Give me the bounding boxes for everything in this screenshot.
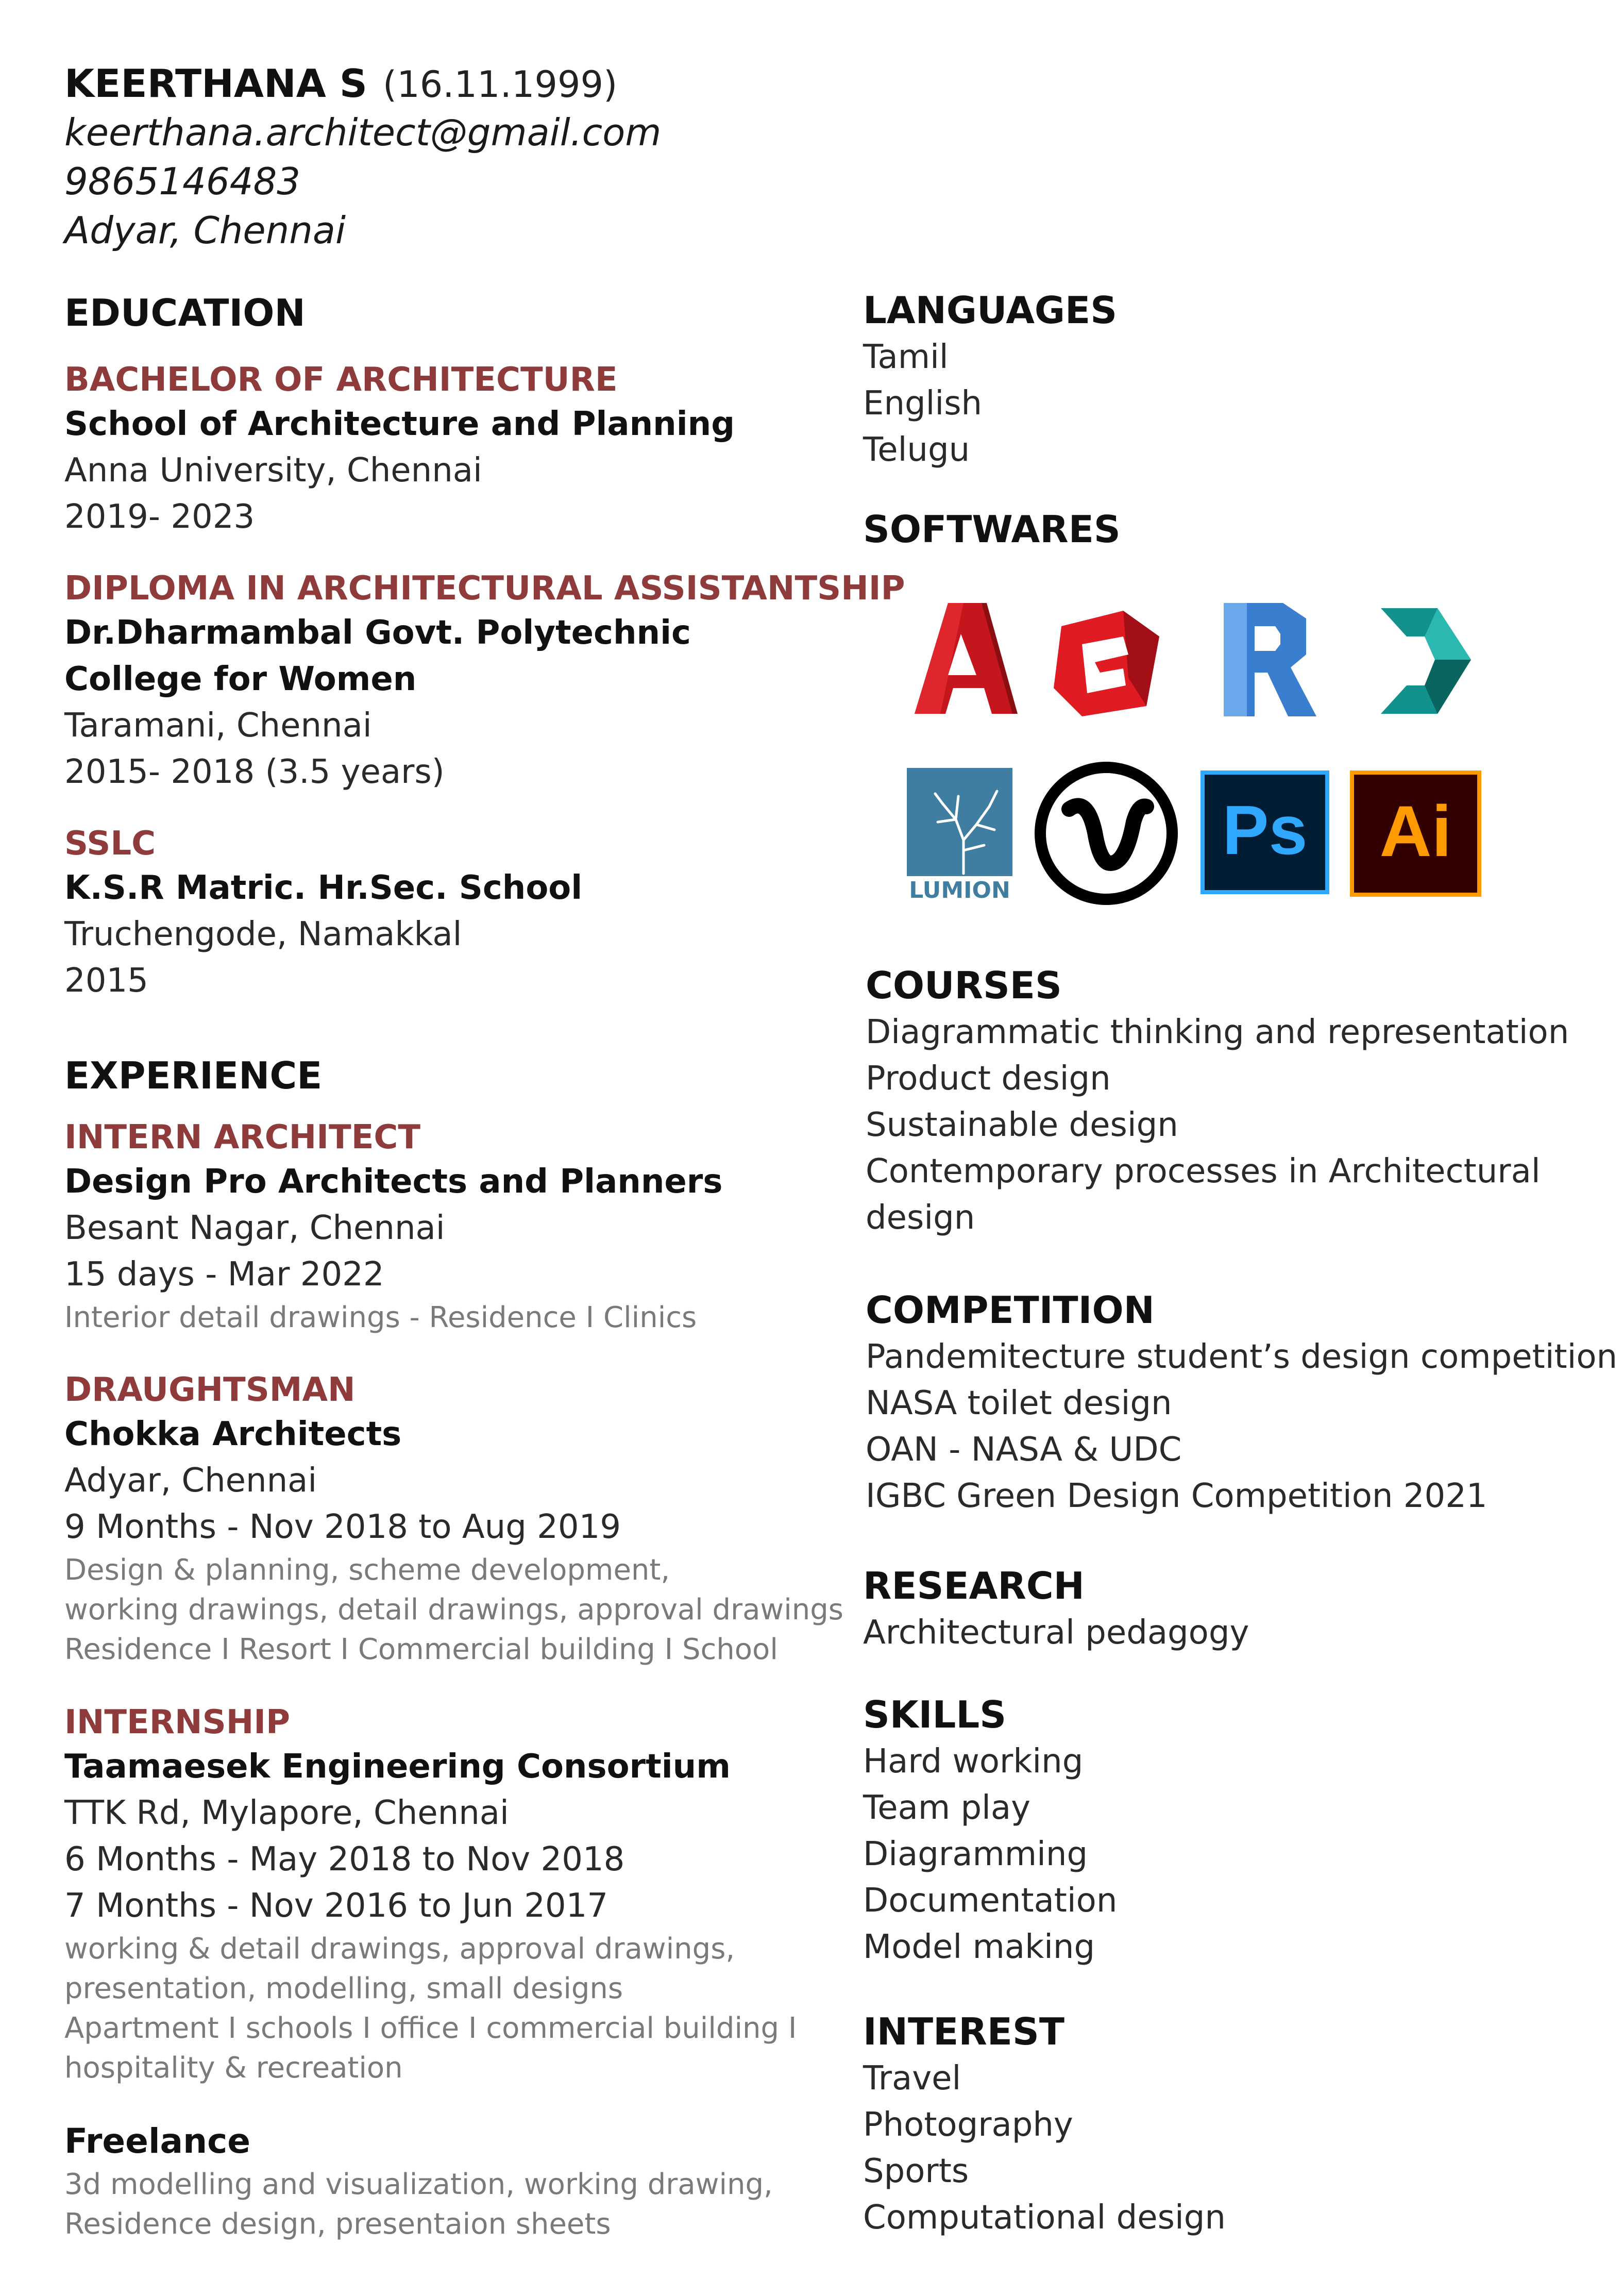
experience-heading: EXPERIENCE	[64, 1054, 323, 1097]
language-item: Tamil	[863, 338, 949, 376]
institution-place: Anna University, Chennai	[64, 451, 482, 490]
lumion-logo-text: LUMION	[909, 877, 1010, 903]
skills-section	[863, 1693, 1117, 1970]
photoshop-logo-icon	[1201, 770, 1329, 894]
skill-item: Hard working	[863, 1742, 1084, 1781]
course-item: Sustainable design	[866, 1106, 1178, 1144]
research-item: Architectural pedagogy	[863, 1614, 1249, 1652]
experience-item	[64, 1118, 722, 1337]
institution-place: Taramani, Chennai	[64, 707, 372, 745]
job-details: Interior detail drawings - Residence I Clinics	[64, 1301, 697, 1334]
job-role: INTERNSHIP	[64, 1703, 290, 1741]
job-details: Residence I Resort I Commercial building I School	[64, 1633, 778, 1666]
candidate-name: KEERTHANA S	[64, 61, 367, 106]
degree-title: DIPLOMA IN ARCHITECTURAL ASSISTANTSHIP	[64, 569, 905, 608]
illustrator-logo-text: Ai	[1379, 791, 1452, 872]
institution: Dr.Dharmambal Govt. Polytechnic	[64, 614, 691, 652]
job-details: presentation, modelling, small designs	[64, 1972, 623, 2005]
job-duration: 9 Months - Nov 2018 to Aug 2019	[64, 1508, 621, 1546]
education-years: 2015	[64, 962, 148, 1000]
company: Chokka Architects	[64, 1415, 402, 1453]
skill-item: Team play	[863, 1789, 1030, 1827]
institution: K.S.R Matric. Hr.Sec. School	[64, 869, 583, 907]
education-item	[64, 569, 905, 795]
interest-item: Computational design	[863, 2199, 1226, 2237]
interest-item: Photography	[863, 2106, 1073, 2144]
freelance-section	[64, 2118, 773, 2244]
candidate-name-line	[64, 61, 617, 106]
interest-item: Sports	[863, 2152, 969, 2190]
education-years: 2015- 2018 (3.5 years)	[64, 753, 445, 791]
competition-item: Pandemitecture student’s design competition	[866, 1338, 1618, 1376]
experience-item	[64, 1371, 843, 1669]
research-section	[863, 1564, 1249, 1656]
job-role: DRAUGHTSMAN	[64, 1371, 356, 1409]
email[interactable]: keerthana.architect@gmail.com	[64, 111, 662, 154]
vray-logo-icon	[1033, 760, 1180, 907]
company: Taamaesek Engineering Consortium	[64, 1748, 731, 1786]
institution-place: Truchengode, Namakkal	[64, 915, 462, 953]
degree-title: SSLC	[64, 825, 156, 863]
location: Adyar, Chennai	[64, 209, 346, 252]
skill-item: Documentation	[863, 1882, 1118, 1920]
phone[interactable]: 9865146483	[64, 160, 301, 203]
job-duration: 6 Months - May 2018 to Nov 2018	[64, 1840, 625, 1879]
skill-item: Diagramming	[863, 1835, 1088, 1873]
job-details: hospitality & recreation	[64, 2051, 403, 2085]
company: Design Pro Architects and Planners	[64, 1163, 723, 1201]
courses-heading: COURSES	[866, 964, 1062, 1007]
education-years: 2019- 2023	[64, 498, 255, 536]
autocad-logo-icon	[909, 598, 1020, 716]
institution-line-2: College for Women	[64, 660, 417, 698]
interest-item: Travel	[863, 2059, 961, 2098]
competition-heading: COMPETITION	[866, 1288, 1155, 1332]
institution: School of Architecture and Planning	[64, 405, 735, 443]
lumion-logo-icon	[907, 768, 1012, 904]
company-place: Besant Nagar, Chennai	[64, 1209, 445, 1247]
freelance-heading: Freelance	[64, 2121, 250, 2161]
language-item: Telugu	[863, 431, 970, 469]
skills-heading: SKILLS	[863, 1693, 1007, 1736]
freelance-details: Residence design, presentaion sheets	[64, 2207, 611, 2241]
company-place: TTK Rd, Mylapore, Chennai	[64, 1794, 509, 1832]
competition-item: NASA toilet design	[866, 1384, 1172, 1422]
competition-section	[866, 1288, 1617, 1519]
interest-section	[863, 2010, 1226, 2241]
job-details: Design & planning, scheme development,	[64, 1553, 670, 1587]
company-place: Adyar, Chennai	[64, 1462, 317, 1500]
freelance-details: 3d modelling and visualization, working drawing,	[64, 2168, 773, 2201]
illustrator-logo-icon	[1350, 770, 1481, 897]
languages-heading: LANGUAGES	[863, 289, 1118, 332]
photoshop-logo-text: Ps	[1222, 791, 1308, 869]
competition-item: IGBC Green Design Competition 2021	[866, 1477, 1487, 1515]
revit-logo-icon	[1216, 598, 1319, 722]
job-role: INTERN ARCHITECT	[64, 1118, 421, 1157]
degree-title: BACHELOR OF ARCHITECTURE	[64, 361, 618, 399]
education-item	[64, 361, 735, 540]
skill-item: Model making	[863, 1928, 1095, 1966]
job-details: working drawings, detail drawings, approval drawings	[64, 1593, 843, 1627]
course-item: Contemporary processes in Architectural	[866, 1152, 1541, 1191]
job-duration: 15 days - Mar 2022	[64, 1255, 384, 1294]
language-item: English	[863, 384, 983, 423]
course-item: Product design	[866, 1060, 1111, 1098]
softwares-heading: SOFTWARES	[863, 508, 1121, 551]
research-heading: RESEARCH	[863, 1564, 1085, 1607]
competition-item: OAN - NASA & UDC	[866, 1431, 1182, 1469]
course-item: Diagrammatic thinking and representation	[866, 1013, 1569, 1051]
job-details: Apartment I schools I office I commercial building I	[64, 2012, 797, 2045]
3ds-max-logo-icon	[1376, 603, 1474, 719]
job-details: working & detail drawings, approval drawings,	[64, 1932, 735, 1966]
languages-section	[863, 289, 1117, 473]
experience-item	[64, 1703, 797, 2088]
job-duration: 7 Months - Nov 2016 to Jun 2017	[64, 1887, 608, 1925]
date-of-birth: (16.11.1999)	[382, 63, 618, 106]
sketchup-logo-icon	[1046, 606, 1162, 722]
course-item: design	[866, 1199, 975, 1237]
courses-section	[866, 964, 1569, 1241]
interest-heading: INTEREST	[863, 2010, 1064, 2053]
education-heading: EDUCATION	[64, 291, 306, 334]
education-item	[64, 825, 582, 1004]
